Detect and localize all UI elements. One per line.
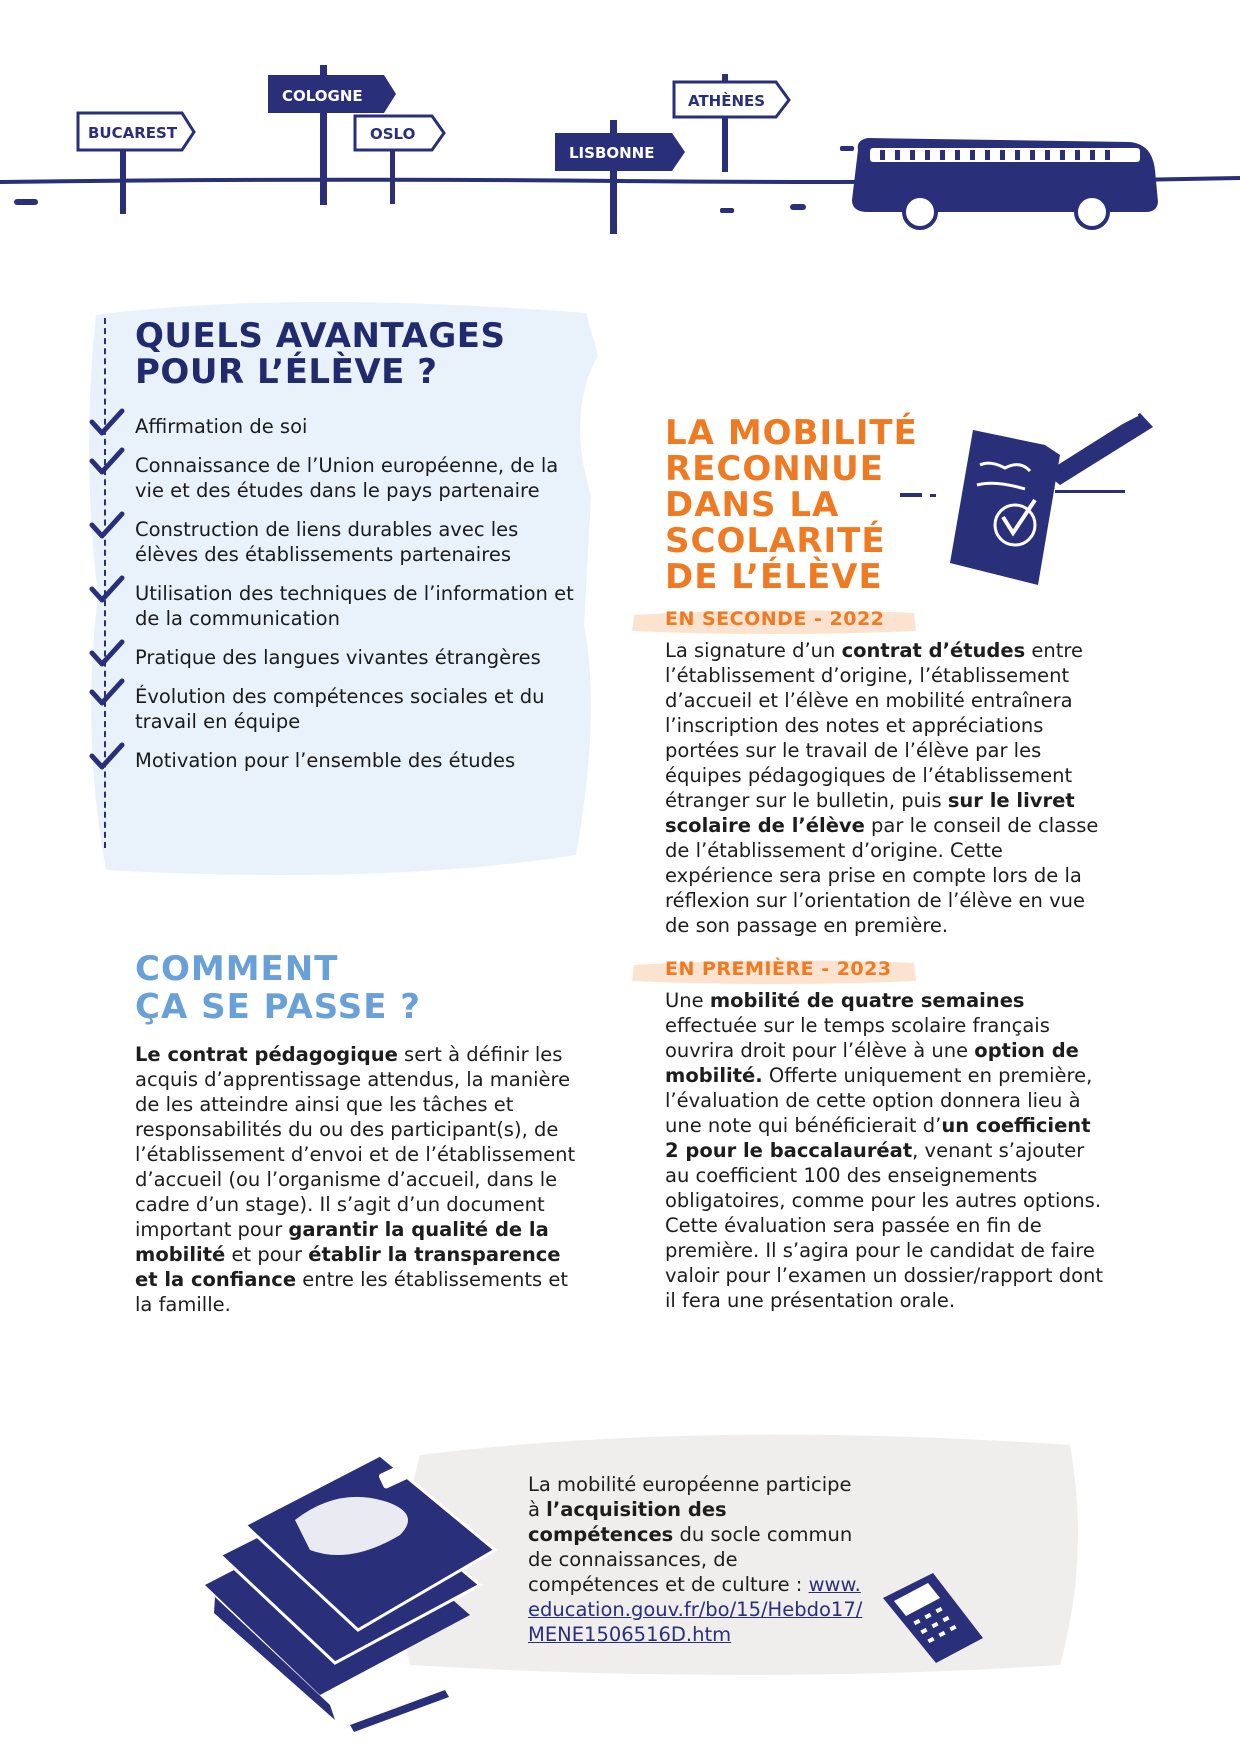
seconde-section <box>665 608 1105 938</box>
how-bold-3: établir la transparence et la confiance <box>135 1243 561 1291</box>
seconde-text-1: La signature d’un <box>665 639 842 662</box>
mobility-title-line: RECONNUE <box>665 449 885 489</box>
advantages-title-line2: POUR L’ÉLÈVE ? <box>135 352 438 392</box>
how-bold-1: Le contrat pédagogique <box>135 1043 398 1066</box>
footer-text-1: La mobilité européenne participe à <box>528 1473 852 1521</box>
sign-label-oslo: OSLO <box>370 125 416 143</box>
advantage-text: Utilisation des techniques de l’information et de la communication <box>135 582 574 630</box>
seconde-bold-2: sur le livret scolaire de l’élève <box>665 789 1075 837</box>
premiere-heading: EN PREMIÈRE - 2023 <box>665 958 892 980</box>
mobility-title-line: DANS LA <box>665 485 840 525</box>
footer-link[interactable]: www.education.gouv.fr/bo/15/Hebdo17/MENE1506516D.htm <box>528 1573 863 1646</box>
advantages-list <box>135 414 575 773</box>
mobility-title-line: LA MOBILITÉ <box>665 413 918 453</box>
list-item <box>135 414 575 439</box>
sign-label-lisbonne: LISBONNE <box>569 144 655 162</box>
how-text-2: et pour <box>225 1243 309 1266</box>
premiere-section <box>665 958 1105 1313</box>
how-bold-2: garantir la qualité de la mobilité <box>135 1218 549 1266</box>
advantages-title-line1: QUELS AVANTAGES <box>135 316 506 356</box>
how-text-1: sert à définir les acquis d’apprentissage attendus, la manière de les atteindre ainsi que les tâches et responsabilités du ou des participant(s), de l’établissement d’envoi et de l’établissement d’accueil (ou l’organisme d’accueil, dans le cadre d’un stage). Il s’agit d’un document important pour <box>135 1043 576 1241</box>
seconde-heading: EN SECONDE - 2022 <box>665 608 885 630</box>
sign-bucarest <box>78 113 194 214</box>
how-text-3: entre les établissements et la famille. <box>135 1268 568 1316</box>
list-item <box>135 684 575 734</box>
premiere-paragraph <box>665 988 1105 1313</box>
checkmark-icon <box>89 447 125 477</box>
seconde-paragraph <box>665 638 1105 938</box>
premiere-text-1: Une <box>665 989 710 1012</box>
how-title-line2: ÇA SE PASSE ? <box>135 987 421 1027</box>
premiere-text-3: Offerte uniquement en première, l’évaluation de cette option donnera lieu à une note qui bénéficierait d’ <box>665 1064 1093 1137</box>
advantage-text: Pratique des langues vivantes étrangères <box>135 646 541 669</box>
sign-athenes <box>674 74 789 172</box>
books-illustration <box>200 1425 510 1745</box>
sign-label-cologne: COLOGNE <box>282 87 363 105</box>
footer-bold-1: l’acquisition des compétences <box>528 1498 727 1546</box>
footer-paragraph <box>528 1472 868 1647</box>
sign-oslo <box>355 116 444 204</box>
advantage-text: Construction de liens durables avec les élèves des établissements partenaires <box>135 518 519 566</box>
list-item <box>135 453 575 503</box>
checkmark-icon <box>89 639 125 669</box>
list-item <box>135 581 575 631</box>
mobility-title-line: DE L’ÉLÈVE <box>665 557 883 597</box>
footer-text-2: du socle commun de connaissances, de compétences et de culture : <box>528 1523 853 1596</box>
premiere-bold-2: option de mobilité. <box>665 1039 1079 1087</box>
seconde-bold-1: contrat d’études <box>841 639 1026 662</box>
advantage-text: Affirmation de soi <box>135 415 308 438</box>
bus-illustration <box>852 138 1158 228</box>
checkmark-icon <box>89 575 125 605</box>
checkmark-icon <box>89 678 125 708</box>
sign-label-bucarest: BUCAREST <box>88 124 178 142</box>
advantages-section <box>135 318 575 787</box>
signed-contract-illustration <box>895 405 1175 595</box>
list-item <box>135 517 575 567</box>
how-title-line1: COMMENT <box>135 949 339 989</box>
list-item <box>135 645 575 670</box>
how-title <box>135 950 580 1026</box>
sign-label-athenes: ATHÈNES <box>688 92 766 110</box>
premiere-text-4: , venant s’ajouter au coefficient 100 des enseignements obligatoires, comme pour les autres options. Cette évaluation sera passée en fin de première. Il s’agira pour le candidat de faire valoir pour l’examen un dossier/rapport dont il fera une présentation orale. <box>665 1139 1104 1312</box>
seconde-text-2: entre l’établissement d’origine, l’établissement d’accueil et l’élève en mobilité entraînera l’inscription des notes et appréciations portées sur le travail de l’élève par les équipes pédagogiques de l’établissement étranger sur le bulletin, puis <box>665 639 1083 812</box>
advantage-text: Connaissance de l’Union européenne, de la vie et des études dans le pays partenaire <box>135 454 559 502</box>
sign-lisbonne <box>555 120 685 234</box>
advantages-title <box>135 318 575 390</box>
how-paragraph <box>135 1042 580 1317</box>
seconde-text-3: par le conseil de classe de l’établissement d’origine. Cette expérience sera prise en compte lors de la réflexion sur l’orientation de l’élève en vue de son passage en première. <box>665 814 1099 937</box>
list-item <box>135 748 575 773</box>
premiere-bold-1: mobilité de quatre semaines <box>709 989 1025 1012</box>
premiere-bold-3: un coefficient 2 pour le baccalauréat <box>665 1114 1091 1162</box>
calculator-illustration <box>878 1568 988 1668</box>
advantage-text: Motivation pour l’ensemble des études <box>135 749 516 772</box>
mobility-title-line: SCOLARITÉ <box>665 521 886 561</box>
advantage-text: Évolution des compétences sociales et du travail en équipe <box>135 685 545 733</box>
how-section <box>135 950 580 1317</box>
header-illustration <box>0 0 1240 240</box>
premiere-text-2: effectuée sur le temps scolaire français ouvrira droit pour l’élève à une <box>665 1014 1050 1062</box>
checkmark-icon <box>89 511 125 541</box>
checkmark-icon <box>89 408 125 438</box>
footer-text-block <box>528 1472 868 1647</box>
checkmark-icon <box>89 742 125 772</box>
